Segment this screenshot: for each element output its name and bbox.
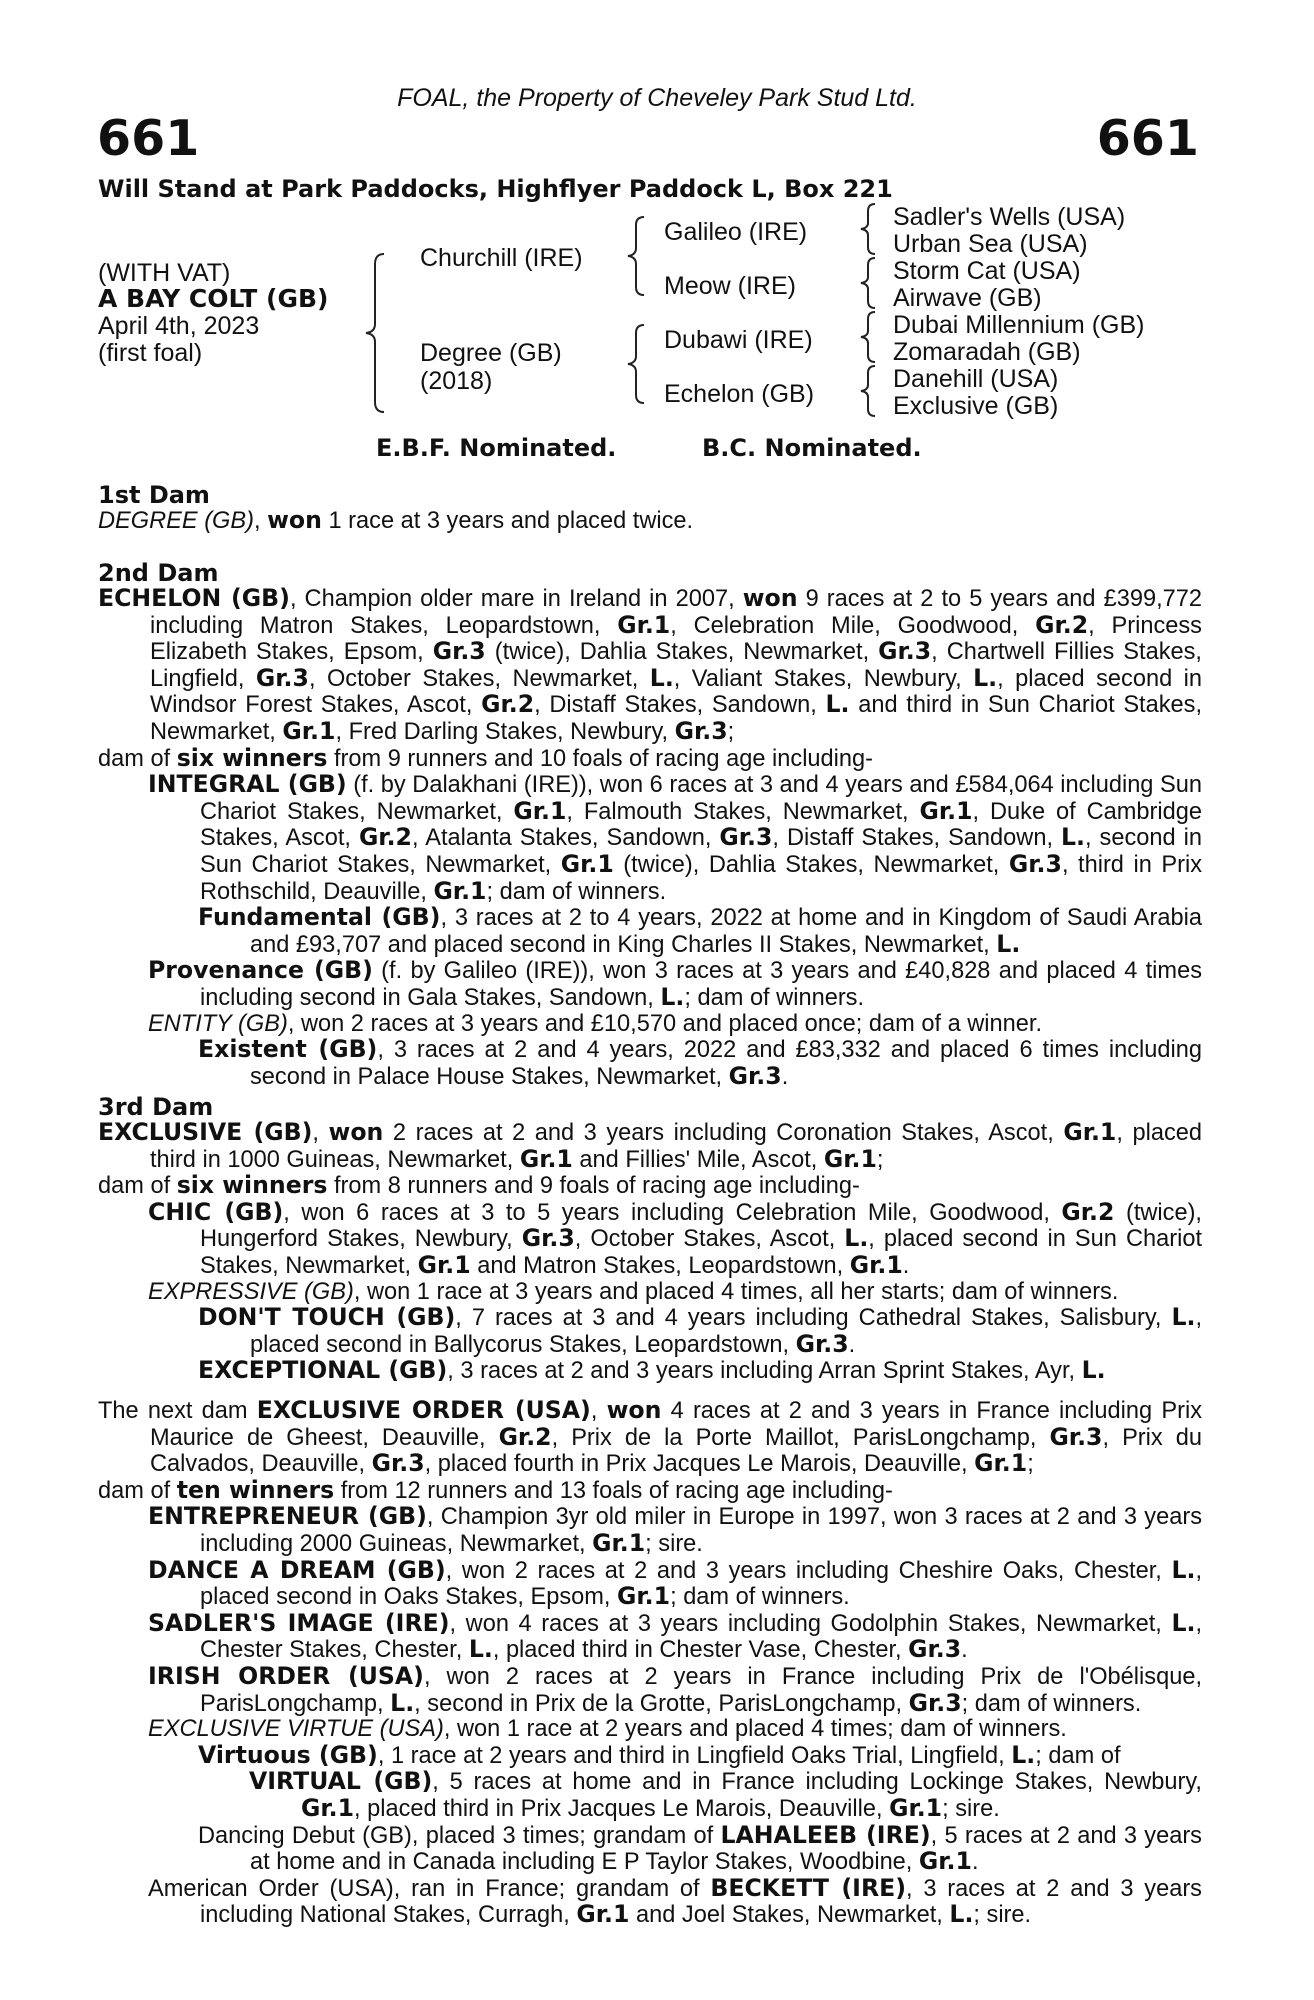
third-dam-section <box>98 1094 1202 1385</box>
produce-entrepreneur: ENTREPRENEUR (GB), Champion 3yr old miler in Europe in 1997, won 3 races at 2 and 3 years including 2000 Guineas, Newmarket, Gr.1; sire. <box>148 1502 1202 1557</box>
sire: Churchill (IRE) <box>420 244 583 272</box>
third-dam-heading: 3rd Dam <box>98 1093 214 1121</box>
produce-exceptional: EXCEPTIONAL (GB), 3 races at 2 and 3 years including Arran Sprint Stakes, Ayr, L. <box>198 1356 1106 1385</box>
produce-fundamental: Fundamental (GB), 3 races at 2 to 4 years, 2022 at home and in Kingdom of Saudi Arabia and £93,707 and placed second in King Charles II Stakes, Newmarket, L. <box>198 903 1202 958</box>
produce-dance-a-dream: DANCE A DREAM (GB), won 2 races at 2 and 3 years including Cheshire Oaks, Chester, L., placed second in Oaks Stakes, Epsom, Gr.1; dam of winners. <box>148 1555 1202 1611</box>
next-dam-section <box>98 1398 1202 1929</box>
first-dam-heading: 1st Dam <box>98 481 210 509</box>
pedigree-brace-main <box>362 252 392 414</box>
dam-sire: Dubawi (IRE) <box>664 326 813 354</box>
first-dam-section <box>98 482 1202 535</box>
vat-note: (WITH VAT) <box>98 259 231 287</box>
produce-provenance: Provenance (GB) (f. by Galileo (IRE)), won 3 races at 3 years and £40,828 and placed 4 times including second in Gala Stakes, Sandown, L.; dam of winners. <box>148 956 1202 1011</box>
second-dam-section <box>98 560 1202 1090</box>
third-dam-entry: EXCLUSIVE (GB), won 2 races at 2 and 3 years including Coronation Stakes, Ascot, Gr.1, placed third in 1000 Guineas, Newmarket, Gr.1 and Fillies' Mile, Ascot, Gr.1; <box>98 1118 1202 1173</box>
pedigree-brace-g3 <box>856 310 880 364</box>
grandsire-3: Storm Cat (USA) <box>893 257 1081 285</box>
lot-number-right: 661 <box>1096 110 1199 167</box>
dam-year: (2018) <box>420 367 493 395</box>
second-dam-heading: 2nd Dam <box>98 559 219 587</box>
produce-sadlers-image: SADLER'S IMAGE (IRE), won 4 races at 3 years including Godolphin Stakes, Newmarket, L., Chester Stakes, Chester, L., placed third in Chester Vase, Chester, Gr.3. <box>148 1608 1202 1664</box>
produce-irish-order: IRISH ORDER (USA), won 2 races at 2 years in France including Prix de l'Obélisque, ParisLongchamp, L., second in Prix de la Grotte, ParisLongchamp, Gr.3; dam of winners. <box>148 1661 1202 1717</box>
produce-virtuous: Virtuous (GB), 1 race at 2 years and third in Lingfield Oaks Trial, Lingfield, L.; dam of <box>198 1740 1121 1769</box>
grandsire-5: Dubai Millennium (GB) <box>893 311 1145 339</box>
grandsire-1: Sadler's Wells (USA) <box>893 203 1126 231</box>
produce-expressive: EXPRESSIVE (GB), won 1 race at 3 years and placed 4 times, all her starts; dam of winners. <box>148 1278 1119 1305</box>
produce-existent: Existent (GB), 3 races at 2 and 4 years, 2022 and £83,332 and placed 6 times including second in Palace House Stakes, Newmarket, Gr.3. <box>198 1035 1202 1090</box>
dam: Degree (GB) <box>420 339 562 367</box>
produce-exclusive-virtue: EXCLUSIVE VIRTUE (USA), won 1 race at 2 years and placed 4 times; dam of winners. <box>148 1716 1067 1743</box>
produce-virtual: VIRTUAL (GB), 5 races at home and in France including Lockinge Stakes, Newbury, Gr.1, placed third in Prix Jacques Le Marois, Deauville, Gr.1; sire. <box>249 1767 1202 1822</box>
grandsire-6: Zomaradah (GB) <box>893 338 1081 366</box>
grandsire-2: Urban Sea (USA) <box>893 230 1088 258</box>
stabling-location: Will Stand at Park Paddocks, Highflyer Paddock L, Box 221 <box>98 175 893 203</box>
horse-name: A BAY COLT (GB) <box>98 284 329 313</box>
foaling-date: April 4th, 2023 <box>98 312 260 340</box>
produce-dont-touch: DON'T TOUCH (GB), 7 races at 3 and 4 years including Cathedral Stakes, Salisbury, L., placed second in Ballycorus Stakes, Leopardstown, Gr.3. <box>198 1303 1203 1358</box>
next-dam-summary: dam of ten winners from 12 runners and 13 foals of racing age including- <box>98 1475 893 1504</box>
next-dam-entry: The next dam EXCLUSIVE ORDER (USA), won 4 races at 2 and 3 years in France including Prix Maurice de Gheest, Deauville, Gr.2, Prix de la Porte Maillot, ParisLongchamp, Gr.3, Prix du Calvados, Deauville, Gr.3, placed fourth in Prix Jacques Le Marois, Deauville, Gr.1; <box>98 1396 1202 1478</box>
first-dam-entry: DEGREE (GB), won 1 race at 3 years and placed twice. <box>98 506 694 534</box>
pedigree-brace-dam <box>624 323 650 405</box>
dam-dam: Echelon (GB) <box>664 380 815 408</box>
produce-entity: ENTITY (GB), won 2 races at 3 years and £10,570 and placed once; dam of a winner. <box>148 1010 1043 1037</box>
grandsire-4: Airwave (GB) <box>893 284 1042 312</box>
pedigree-brace-g2 <box>856 256 880 310</box>
pedigree-brace-g1 <box>856 202 880 256</box>
page-title: FOAL, the Property of Cheveley Park Stud Ltd. <box>397 84 917 112</box>
second-dam-entry: ECHELON (GB), Champion older mare in Ireland in 2007, won 9 races at 2 to 5 years and £399,772 including Matron Stakes, Leopardstown, Gr.1, Celebration Mile, Goodwood, Gr.2, Princess Elizabeth Stakes, Epsom, Gr.3 (twice), Dahlia Stakes, Newmarket, Gr.3, Chartwell Fillies Stakes, Lingfield, Gr.3, October Stakes, Newmarket, L., Valiant Stakes, Newbury, L., placed second in Windsor Forest Stakes, Ascot, Gr.2, Distaff Stakes, Sandown, L. and third in Sun Chariot Stakes, Newmarket, Gr.1, Fred Darling Stakes, Newbury, Gr.3; <box>98 584 1203 745</box>
pedigree-brace-sire <box>624 215 650 297</box>
lot-number-left: 661 <box>97 110 200 167</box>
sire-dam: Meow (IRE) <box>664 272 796 300</box>
produce-dancing-debut: Dancing Debut (GB), placed 3 times; grandam of LAHALEEB (IRE), 5 races at 2 and 3 years at home and in Canada including E P Taylor Stakes, Woodbine, Gr.1. <box>198 1820 1202 1876</box>
bc-nomination: B.C. Nominated. <box>702 434 922 462</box>
sire-sire: Galileo (IRE) <box>664 218 808 246</box>
foal-note: (first foal) <box>98 339 203 367</box>
second-dam-summary: dam of six winners from 9 runners and 10 foals of racing age including- <box>98 743 874 772</box>
produce-integral: INTEGRAL (GB) (f. by Dalakhani (IRE)), won 6 races at 3 and 4 years and £584,064 including Sun Chariot Stakes, Newmarket, Gr.1, Falmouth Stakes, Newmarket, Gr.1, Duke of Cambridge Stakes, Ascot, Gr.2, Atalanta Stakes, Sandown, Gr.3, Distaff Stakes, Sandown, L., second in Sun Chariot Stakes, Newmarket, Gr.1 (twice), Dahlia Stakes, Newmarket, Gr.3, third in Prix Rothschild, Deauville, Gr.1; dam of winners. <box>148 770 1202 905</box>
grandsire-7: Danehill (USA) <box>893 365 1059 393</box>
third-dam-summary: dam of six winners from 8 runners and 9 foals of racing age including- <box>98 1171 860 1200</box>
produce-chic: CHIC (GB), won 6 races at 3 to 5 years including Celebration Mile, Goodwood, Gr.2 (twice), Hungerford Stakes, Newbury, Gr.3, October Stakes, Ascot, L., placed second in Sun Chariot Stakes, Newmarket, Gr.1 and Matron Stakes, Leopardstown, Gr.1. <box>148 1197 1202 1279</box>
grandsire-8: Exclusive (GB) <box>893 392 1059 420</box>
ebf-nomination: E.B.F. Nominated. <box>376 434 617 462</box>
produce-american-order: American Order (USA), ran in France; grandam of BECKETT (IRE), 3 races at 2 and 3 years including National Stakes, Curragh, Gr.1 and Joel Stakes, Newmarket, L.; sire. <box>148 1873 1202 1929</box>
pedigree-brace-g4 <box>856 364 880 418</box>
